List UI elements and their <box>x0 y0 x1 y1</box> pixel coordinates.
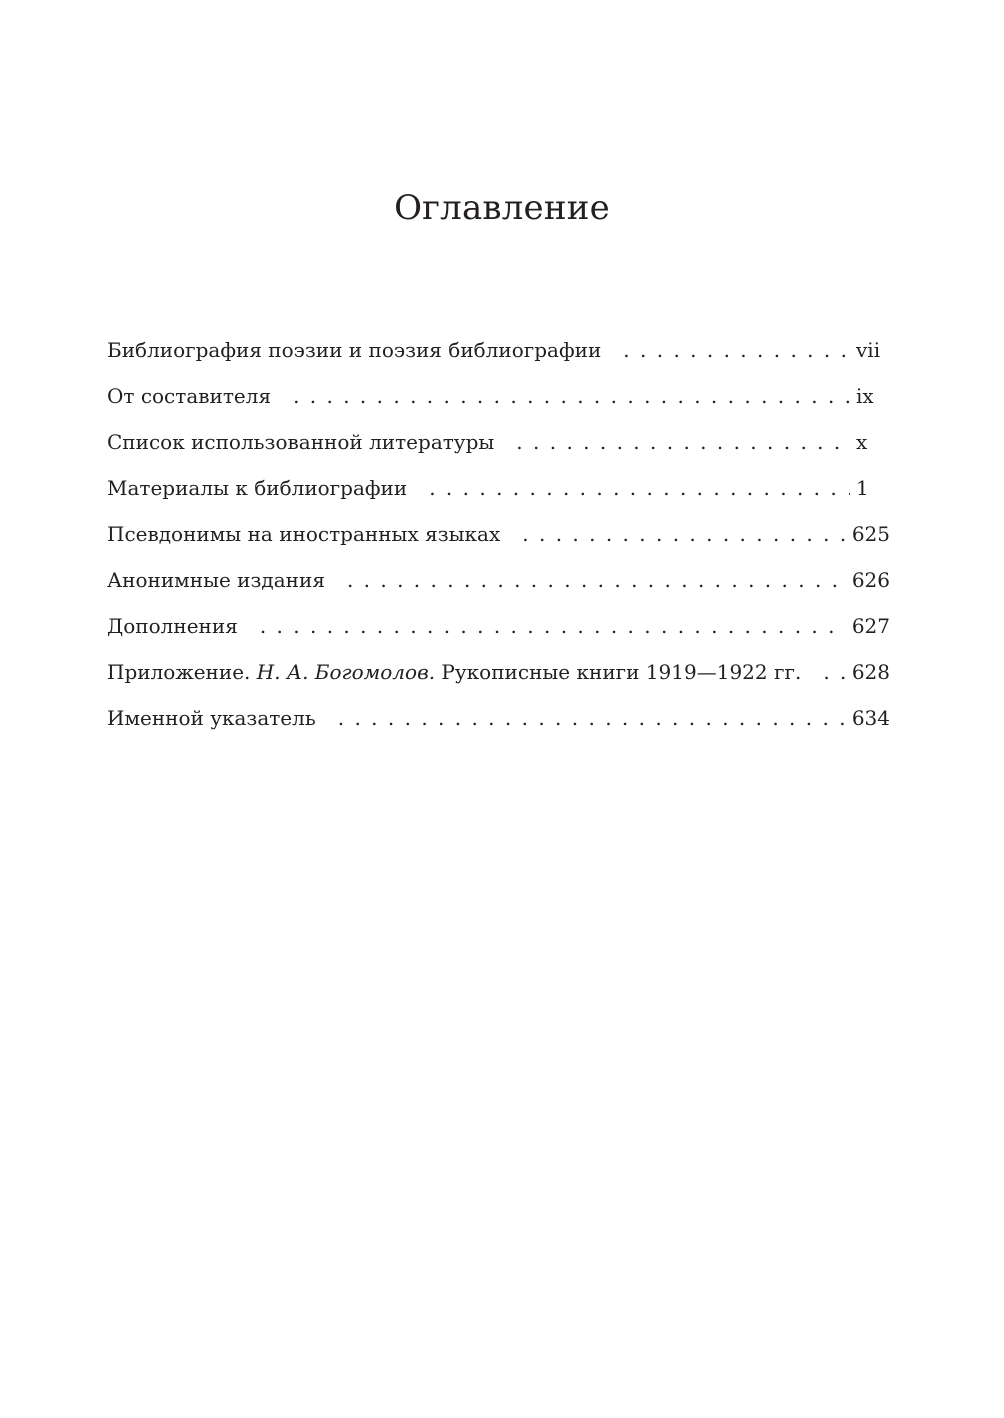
dot-leader <box>429 471 850 505</box>
toc-entry[interactable] <box>107 563 890 609</box>
toc-entry-page-number: 625 <box>851 522 890 546</box>
toc-entry-page-number: vii <box>856 338 881 362</box>
toc-entry[interactable] <box>107 609 890 655</box>
dot-leader <box>522 517 846 551</box>
toc-entry-page-number: 1 <box>856 476 869 500</box>
toc-entry-title: Приложение. Н. А. Богомолов. Рукописные книги 1919—1922 гг. <box>107 660 802 684</box>
toc-entry[interactable] <box>107 655 890 701</box>
toc-entry-page-number: 626 <box>851 568 890 592</box>
dot-leader <box>823 655 846 689</box>
toc-entry-title: Библиография поэзии и поэзия библиографии <box>107 338 602 362</box>
dot-leader <box>293 379 850 413</box>
toc-entry-page-number: ix <box>856 384 874 408</box>
dot-leader <box>516 425 850 459</box>
dot-leader <box>347 563 846 597</box>
toc-entry[interactable] <box>107 471 890 517</box>
dot-leader <box>623 333 850 367</box>
toc-entry[interactable] <box>107 425 890 471</box>
toc-entry-title: Псевдонимы на иностранных языках <box>107 522 501 546</box>
toc-entry-title: От составителя <box>107 384 272 408</box>
table-of-contents <box>107 333 890 747</box>
toc-entry-page-number: 634 <box>851 706 890 730</box>
toc-entry-title: Материалы к библиографии <box>107 476 408 500</box>
page-title: Оглавление <box>394 188 610 228</box>
toc-entry-page-number: 627 <box>851 614 890 638</box>
toc-entry-title: Анонимные издания <box>107 568 325 592</box>
toc-entry-page-number: x <box>856 430 868 454</box>
toc-entry[interactable] <box>107 379 890 425</box>
toc-entry[interactable] <box>107 517 890 563</box>
toc-entry[interactable] <box>107 701 890 747</box>
toc-entry-title: Именной указатель <box>107 706 316 730</box>
toc-entry-page-number: 628 <box>851 660 890 684</box>
toc-entry-title: Дополнения <box>107 614 238 638</box>
toc-entry-title: Список использованной литературы <box>107 430 495 454</box>
dot-leader <box>338 701 846 735</box>
toc-entry[interactable] <box>107 333 890 379</box>
dot-leader <box>260 609 846 643</box>
